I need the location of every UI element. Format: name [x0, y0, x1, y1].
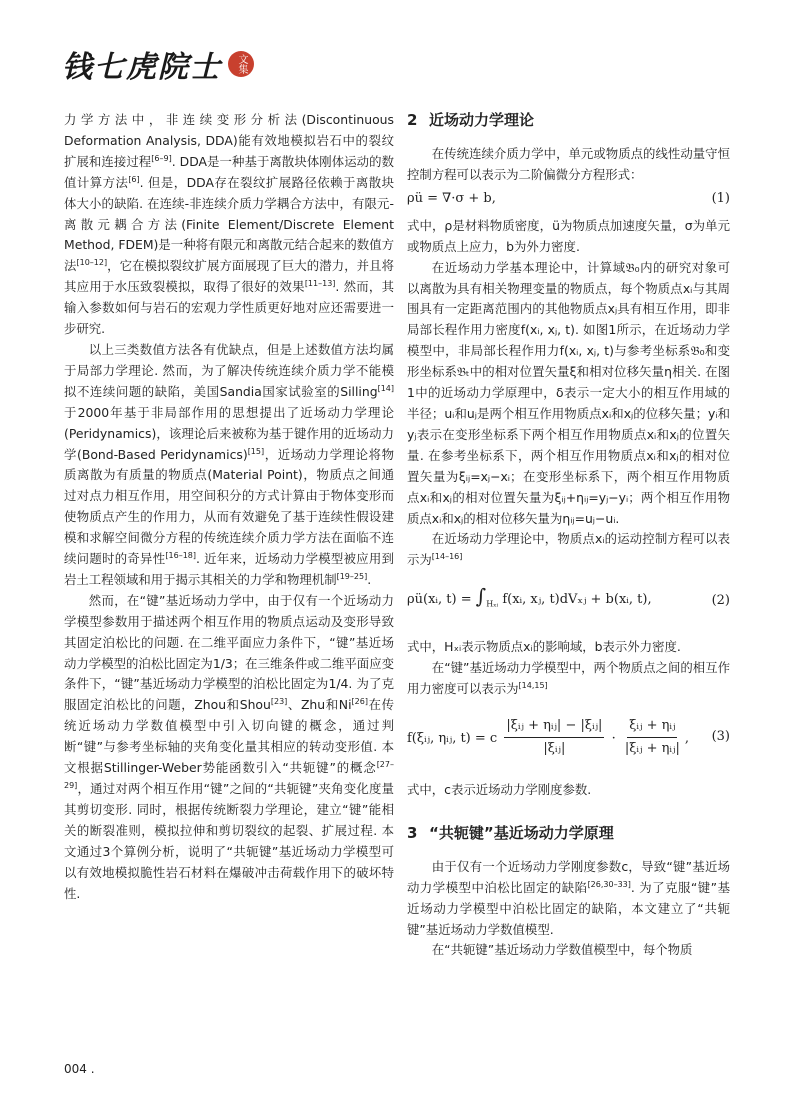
- citation[interactable]: [19–25]: [336, 571, 368, 581]
- citation[interactable]: [26,30–33]: [587, 879, 631, 889]
- paragraph: 力学方法中，非连续变形分析法(Discontinuous Deformation Analysis, DDA)能有效地模拟岩石中的裂纹扩展和连接过程[6–9]. DDA是一种基于离散块体刚体运动的数值计算方法[6]. 但是，DDA存在裂纹扩展路径依赖于离散块体大小的缺陷. 在连续-非连续介质力学耦合方法中，有限元-离散元耦合方法(Finite Element/Discrete Element Method, FDEM)是一种将有限元和离散元结合起来的数值方法[10–12]，它在模拟裂纹扩展方面展现了巨大的潜力，并且将其应用于水压致裂模拟，取得了很好的效果[11–13]. 然而，其输入参数如何与岩石的宏观力学性质更好地对应还需要进一步研究.: [64, 112, 395, 337]
- paragraph: 以上三类数值方法各有优缺点，但是上述数值方法均属于局部力学理论. 然而，为了解决传统连续介质力学不能模拟不连续问题的缺陷，美国Sandia国家试验室的Silling[14]于2000年基于非局部作用的思想提出了近场动力学理论(Peridynamics)，该理论后来被称为基于键作用的近场动力学(Bond-Based Peridynamics)[15]，近场动力学理论将物质离散为有质量的物质点(Material Point)，物质点之间通过对点力相互作用，用空间积分的方式计算由于物体变形而使物质点产生的作用力，从而有效避免了基于连续性假设建模和求解空间微分方程的传统连续介质力学方法在面临不连续问题时的奇异性[16–18]. 近年来，近场动力学模型被应用到岩土工程领域和用于揭示其相关的力学和物理机制[19–25].: [64, 341, 395, 587]
- citation[interactable]: [6]: [128, 174, 140, 184]
- citation[interactable]: [23]: [270, 697, 288, 707]
- equation: [407, 710, 730, 766]
- citation[interactable]: [16–18]: [165, 550, 197, 560]
- journal-header: [62, 42, 254, 86]
- brand-seal-stamp: 文集: [228, 51, 254, 77]
- left-column: [64, 110, 394, 904]
- paragraph: 在“共轭键”基近场动力学数值模型中，每个物质: [431, 942, 693, 958]
- equation-body: f(ξᵢⱼ, ηᵢⱼ, t) = c $\frac{\text{|ξᵢⱼ + ηᵢⱼ| − |ξᵢⱼ|}}{\text{|ξᵢⱼ|}}$ · $\frac{\text{ξᵢⱼ + ηᵢⱼ}}{\text{|ξᵢⱼ + ηᵢⱼ|}}$ ,: [407, 716, 689, 761]
- paragraph: 式中，Hₓᵢ表示物质点xᵢ的影响域，b表示外力密度.: [407, 639, 681, 655]
- equation-body: ρü = ∇·σ + b,: [407, 191, 496, 207]
- paragraph: 在近场动力学理论中，物质点xᵢ的运动控制方程可以表示为[14–16]: [407, 531, 730, 568]
- paragraph: 在近场动力学基本理论中，计算域𝔅₀内的研究对象可以离散为具有相关物理变量的物质点，每个物质点xᵢ与其周围具有一定距离范围内的其他物质点xⱼ具有相互作用，即非局部长程作用力密度f(xᵢ, xⱼ, t). 如图1所示，在近场动力学模型中，非局部长程作用力f(xᵢ, xⱼ, t)与参考坐标系𝔅₀和变形坐标系𝔅ₜ中的相对位置矢量ξ和相对位移矢量η相关. 在图1中的近场动力学原理中，δ表示一定大小的相互作用域的半径；uᵢ和uⱼ是两个相互作用物质点xᵢ和xⱼ的位移矢量；yᵢ和yⱼ表示在变形坐标系下两个相互作用物质点xᵢ和xⱼ的位置矢量. 在参考坐标系下，两个相互作用物质点xᵢ和xⱼ的相对位置矢量为ξᵢⱼ=xⱼ−xᵢ；在变形坐标系下，两个相互作用物质点xᵢ和xⱼ的相对位置矢量为ξᵢⱼ+ηᵢⱼ=yⱼ−yᵢ；两个相互作用物质点xᵢ和xⱼ的相对位移矢量为ηᵢⱼ=uⱼ−uᵢ.: [407, 259, 730, 526]
- paragraph: 在“键”基近场动力学模型中，两个物质点之间的相互作用力密度可以表示为[14,15]: [407, 660, 730, 697]
- citation[interactable]: [15]: [247, 446, 265, 456]
- citation[interactable]: [10–12]: [76, 258, 108, 268]
- equation-number: (1): [711, 191, 730, 207]
- equation: [407, 188, 730, 212]
- right-column: [407, 110, 730, 961]
- equation-number: (2): [711, 592, 730, 608]
- paragraph: 由于仅有一个近场动力学刚度参数c，导致“键”基近场动力学模型中泊松比固定的缺陷[26,30–33]. 为了克服“键”基近场动力学模型中泊松比固定的缺陷，本文建立了“共轭键”基近场动力学数值模型.: [407, 858, 731, 937]
- page-number: 004 .: [64, 1062, 95, 1076]
- citation[interactable]: [11–13]: [304, 279, 336, 289]
- citation[interactable]: [14]: [377, 383, 394, 393]
- equation: [407, 581, 730, 621]
- citation[interactable]: [26]: [351, 697, 368, 707]
- paragraph: 式中，c表示近场动力学刚度参数.: [407, 781, 592, 797]
- paragraph: 在传统连续介质力学中，单元或物质点的线性动量守恒控制方程可以表示为二阶偏微分方程形式：: [407, 146, 730, 182]
- fraction: $\frac{\text{|ξᵢⱼ + ηᵢⱼ| − |ξᵢⱼ|}}{\text{|ξᵢⱼ|}}$: [506, 717, 603, 757]
- citation[interactable]: [27–29]: [64, 759, 394, 790]
- citation[interactable]: [14–16]: [431, 552, 463, 562]
- equation-body: ρü(xᵢ, $t) = \int_{H_xᵢ}$ f(xᵢ, xⱼ, t)dVₓⱼ + b(xᵢ, t),: [407, 584, 652, 610]
- section-heading: 2 近场动力学理论: [407, 111, 535, 129]
- equation-number: (3): [711, 729, 730, 745]
- paragraph: 然而，在“键”基近场动力学中，由于仅有一个近场动力学模型参数用于描述两个相互作用的物质点运动及变形导致其固定泊松比的问题. 在二维平面应力条件下，“键”基近场动力学模型的泊松比固定为1/3；在三维条件或二维平面应变条件下，“键”基近场动力学模型的泊松比固定为1/4. 为了克服固定泊松比的问题，Zhou和Shou[23]、Zhu和Ni[26]在传统近场动力学数值模型中引入切向键的概念，通过判断“键”与参考坐标轴的夹角变化量其相应的转动变形值. 本文根据Stillinger-Weber势能函数引入“共轭键”的概念[27–29]，通过对两个相互作用“键”之间的“共轭键”夹角变化度量其剪切变形. 同时，根据传统断裂力学理论，建立“键”能相关的断裂准则，模拟拉伸和剪切裂纹的起裂、扩展过程. 本文通过3个算例分析，说明了“共轭键”基近场动力学模型可以有效地模拟脆性岩石材料在爆破冲击荷载作用下的破坏特性.: [64, 592, 394, 901]
- paragraph: 式中，ρ是材料物质密度，ü为物质点加速度矢量，σ为单元或物质点上应力，b为外力密度.: [407, 217, 730, 254]
- citation[interactable]: [14,15]: [518, 680, 548, 690]
- fraction: $\frac{\text{ξᵢⱼ + ηᵢⱼ}}{\text{|ξᵢⱼ + ηᵢⱼ|}}$: [624, 717, 680, 757]
- citation[interactable]: [6–9]: [151, 153, 172, 163]
- section-heading: 3 “共轭键”基近场动力学原理: [407, 823, 614, 842]
- brand-calligraphy-logo: 钱七虎院士: [62, 50, 222, 85]
